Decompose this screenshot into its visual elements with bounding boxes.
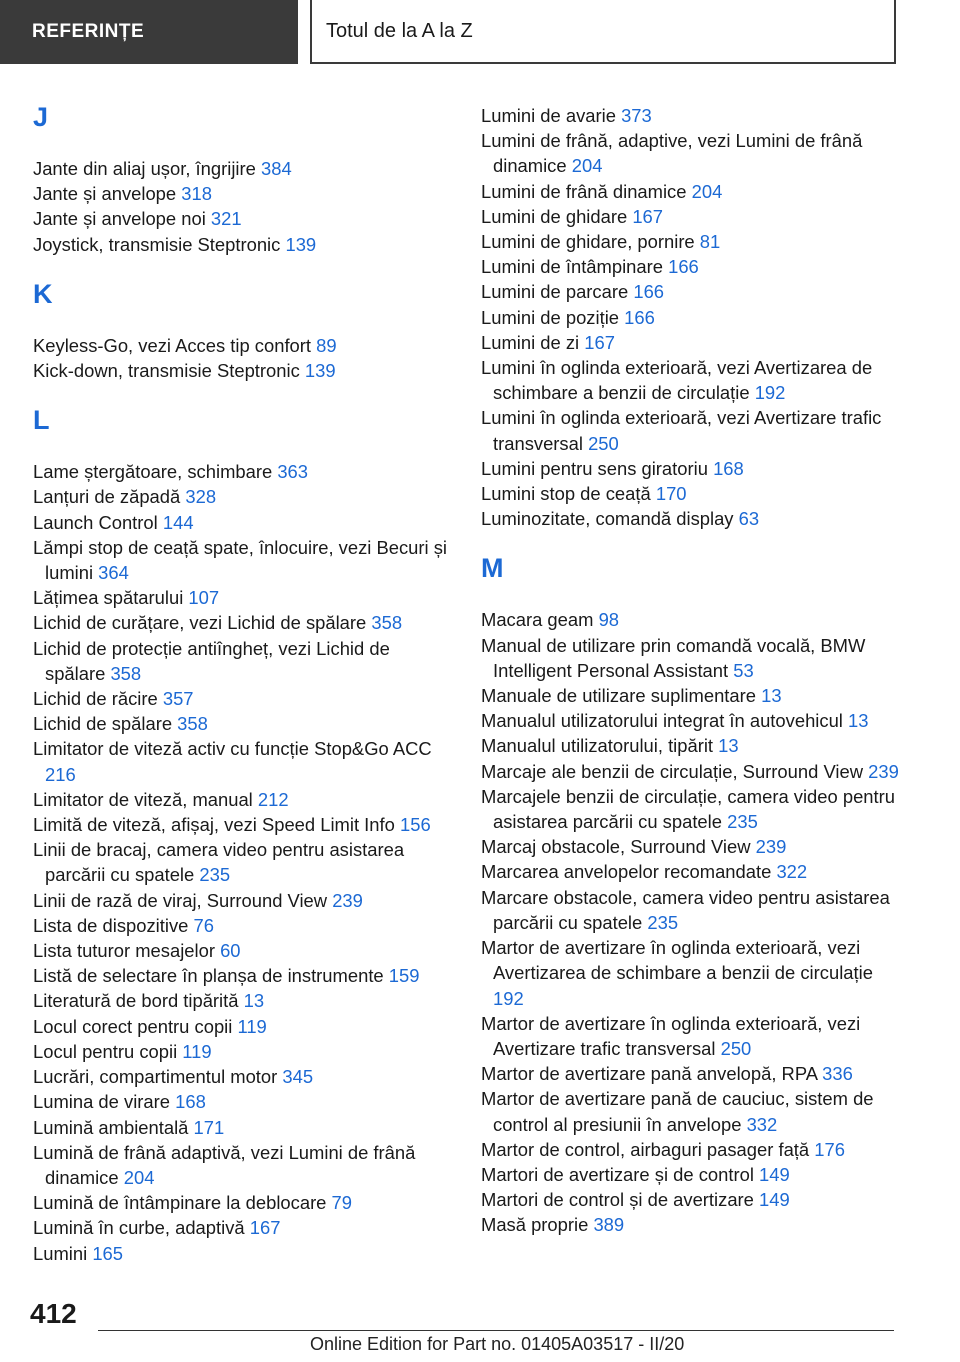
page-link[interactable]: 53	[733, 659, 754, 681]
chapter-title: Totul de la A la Z	[310, 0, 896, 64]
index-entry	[33, 1215, 453, 1240]
entry-text: Lămpi stop de ceață spate, înlocuire, vezi Becuri și lumini	[33, 536, 448, 584]
index-entry	[33, 686, 453, 711]
entry-text: Lățimea spătarului	[33, 587, 184, 609]
entry-text: Lumini de zi	[481, 331, 580, 353]
index-entry	[33, 181, 453, 206]
index-entry	[481, 885, 901, 935]
page-link[interactable]: 13	[718, 735, 739, 757]
entry-text: Linii de bracaj, camera video pentru asistarea parcării cu spatele	[33, 839, 405, 886]
index-entry	[481, 229, 901, 254]
entry-text: Lanțuri de zăpadă	[33, 486, 181, 508]
index-entry	[481, 1061, 901, 1086]
index-group	[481, 607, 901, 1237]
index-entry	[481, 935, 901, 1011]
section-tab: REFERINȚE	[0, 0, 298, 64]
index-entry	[481, 708, 901, 733]
page-link[interactable]: 13	[761, 685, 782, 707]
index-entry	[33, 358, 453, 383]
page-link[interactable]: 165	[92, 1242, 123, 1264]
page-link[interactable]: 149	[759, 1163, 790, 1185]
index-group	[33, 156, 453, 257]
page-link[interactable]: 156	[399, 814, 431, 836]
page-link[interactable]: 63	[738, 508, 760, 530]
page-link[interactable]: 176	[814, 1138, 845, 1160]
page-link[interactable]: 98	[598, 609, 620, 631]
page-link[interactable]: 76	[193, 914, 214, 936]
entry-text: Jante și anvelope noi	[33, 208, 206, 230]
page-link[interactable]: 384	[260, 158, 292, 179]
index-entry	[481, 733, 901, 758]
entry-text: Marcaje ale benzii de circulație, Surround View	[481, 760, 863, 782]
page-link[interactable]: 322	[776, 861, 808, 883]
entry-text: Lucrări, compartimentul motor	[33, 1066, 278, 1088]
index-entry	[33, 1064, 453, 1089]
index-entry	[33, 812, 453, 837]
page-link[interactable]: 235	[199, 864, 231, 886]
index-entry	[33, 1241, 453, 1266]
page-link[interactable]: 89	[316, 334, 337, 356]
entry-text: Lame ștergătoare, schimbare	[33, 461, 273, 483]
index-entry	[481, 179, 901, 204]
entry-text: Limitator de viteză, manual	[33, 788, 253, 810]
entry-text: Martori de avertizare și de control	[481, 1163, 754, 1185]
entry-text: Lumini în oglinda exterioară, vezi Avertizare trafic transversal	[481, 407, 882, 454]
entry-text: Listă de selectare în planșa de instrumente	[33, 965, 384, 987]
entry-text: Keyless-Go, vezi Acces tip confort	[33, 334, 312, 356]
entry-text: Lumini de poziție	[481, 306, 620, 328]
page-link[interactable]: 345	[282, 1066, 314, 1088]
entry-text: Lumini de frână, adaptive, vezi Lumini de frână dinamice	[481, 130, 863, 177]
entry-text: Martor de avertizare pană de cauciuc, sistem de control al presiunii în anvelope	[481, 1088, 874, 1135]
page-link[interactable]: 358	[110, 662, 142, 684]
page-link[interactable]: 168	[713, 457, 744, 479]
entry-text: Lumini	[33, 1242, 88, 1264]
entry-text: Jante și anvelope	[33, 183, 177, 205]
page-link[interactable]: 204	[691, 180, 723, 202]
entry-text: Lumină de întâmpinare la deblocare	[33, 1192, 327, 1214]
entry-text: Martor de avertizare în oglinda exterioară, vezi Avertizare trafic transversal	[481, 1012, 861, 1059]
page-link[interactable]: 239	[868, 760, 899, 782]
index-entry	[33, 711, 453, 736]
entry-text: Manualul utilizatorului, tipărit	[481, 735, 714, 757]
index-entry	[33, 585, 453, 610]
page-link[interactable]: 13	[848, 710, 869, 732]
index-entry	[33, 206, 453, 231]
page-link[interactable]: 107	[188, 587, 220, 609]
page-link[interactable]: 212	[257, 788, 289, 810]
entry-text: Martori de control și de avertizare	[481, 1189, 754, 1211]
page-link[interactable]: 167	[249, 1217, 281, 1239]
entry-text: Manualul utilizatorului integrat în autovehicul	[481, 710, 843, 732]
page-link[interactable]: 60	[220, 940, 241, 962]
page-link[interactable]: 168	[175, 1091, 206, 1113]
index-entry	[33, 1140, 453, 1190]
entry-text: Lumini stop de ceață	[481, 483, 651, 505]
index-letter-heading: M	[481, 553, 504, 584]
index-entry	[33, 1115, 453, 1140]
index-group	[33, 333, 453, 383]
index-entry	[481, 330, 901, 355]
entry-text: Luminozitate, comandă display	[481, 508, 734, 530]
entry-text: Limită de viteză, afișaj, vezi Speed Limit Info	[33, 814, 395, 836]
entry-text: Linii de rază de viraj, Surround View	[33, 889, 328, 911]
index-entry	[481, 481, 901, 506]
index-entry	[33, 938, 453, 963]
index-entry	[481, 834, 901, 859]
page-link[interactable]: 358	[177, 713, 208, 735]
page-link[interactable]: 119	[237, 1015, 267, 1037]
index-entry	[33, 913, 453, 938]
page-link[interactable]: 139	[304, 360, 336, 382]
page-link[interactable]: 216	[45, 763, 76, 785]
page-link[interactable]: 235	[727, 811, 758, 833]
entry-text: Lumini de parcare	[481, 281, 629, 303]
page-link[interactable]: 13	[243, 990, 265, 1012]
index-entry	[481, 254, 901, 279]
page-link[interactable]: 358	[371, 612, 403, 634]
index-entry	[481, 405, 901, 455]
page-link[interactable]: 318	[181, 183, 212, 205]
index-letter-heading: J	[33, 102, 49, 132]
page-link[interactable]: 364	[98, 562, 129, 584]
index-entry	[481, 1187, 901, 1212]
page-link[interactable]: 149	[759, 1189, 790, 1211]
page-link[interactable]: 167	[584, 331, 615, 353]
index-entry	[33, 1190, 453, 1215]
index-entry	[481, 759, 901, 784]
index-entry	[481, 1086, 901, 1136]
index-entry	[481, 784, 901, 834]
index-column-right	[481, 103, 901, 1238]
page-link[interactable]: 166	[633, 281, 665, 303]
entry-text: Lumini pentru sens giratoriu	[481, 457, 708, 479]
entry-text: Marcaj obstacole, Surround View	[481, 836, 751, 858]
index-entry	[33, 610, 453, 635]
index-entry	[481, 1212, 901, 1237]
index-group	[33, 459, 453, 1266]
entry-text: Marcarea anvelopelor recomandate	[481, 861, 772, 883]
index-entry	[481, 607, 901, 632]
index-entry	[481, 456, 901, 481]
page-link[interactable]: 79	[331, 1192, 353, 1214]
entry-text: Lichid de spălare	[33, 713, 173, 735]
page-link[interactable]: 250	[720, 1037, 752, 1059]
page-link[interactable]: 204	[123, 1166, 155, 1188]
index-entry	[33, 837, 453, 887]
entry-text: Lumini de ghidare	[481, 205, 628, 227]
index-entry	[481, 859, 901, 884]
entry-text: Launch Control	[33, 511, 158, 533]
entry-text: Lista de dispozitive	[33, 914, 189, 936]
entry-text: Lumini de frână dinamice	[481, 180, 687, 202]
page-link[interactable]: 363	[277, 461, 309, 483]
index-entry	[33, 1014, 453, 1039]
index-entry	[481, 1162, 901, 1187]
page-link[interactable]: 373	[621, 105, 652, 126]
page-link[interactable]: 192	[754, 382, 786, 404]
page-link[interactable]: 166	[624, 306, 655, 328]
index-entry	[33, 510, 453, 535]
entry-text: Joystick, transmisie Steptronic	[33, 233, 281, 255]
page-link[interactable]: 336	[822, 1063, 853, 1085]
index-entry	[481, 1137, 901, 1162]
index-entry	[33, 736, 453, 786]
index-entry	[33, 232, 453, 257]
index-entry	[33, 636, 453, 686]
page-link[interactable]: 239	[755, 836, 787, 858]
entry-text: Lumină în curbe, adaptivă	[33, 1217, 245, 1239]
page-link[interactable]: 192	[493, 987, 524, 1009]
entry-text: Lumini de avarie	[481, 105, 616, 126]
index-entry	[33, 484, 453, 509]
entry-text: Locul corect pentru copii	[33, 1015, 233, 1037]
entry-text: Martor de avertizare în oglinda exterioară, vezi Avertizarea de schimbare a benzii de circulație	[481, 937, 873, 984]
page-link[interactable]: 204	[571, 155, 603, 177]
index-entry	[481, 279, 901, 304]
page-link[interactable]: 239	[332, 889, 363, 911]
entry-text: Lumini în oglinda exterioară, vezi Avertizarea de schimbare a benzii de circulație	[481, 357, 873, 404]
index-entry	[33, 1039, 453, 1064]
entry-text: Lumini de ghidare, pornire	[481, 231, 695, 253]
page-link[interactable]: 328	[185, 486, 217, 508]
entry-text: Jante din aliaj ușor, îngrijire	[33, 158, 256, 179]
entry-text: Lumina de virare	[33, 1091, 170, 1113]
page-link[interactable]: 170	[655, 483, 687, 505]
index-letter-heading: K	[33, 278, 53, 309]
index-entry	[33, 333, 453, 358]
page-header	[0, 0, 960, 66]
page-link[interactable]: 139	[285, 233, 317, 255]
page-link[interactable]: 166	[668, 256, 699, 278]
entry-text: Lichid de curățare, vezi Lichid de spălare	[33, 612, 367, 634]
page-link[interactable]: 250	[588, 432, 619, 454]
entry-text: Masă proprie	[481, 1214, 589, 1236]
edition-text: Online Edition for Part no. 01405A03517 - II/20	[310, 1334, 685, 1354]
page-link[interactable]: 332	[746, 1113, 778, 1135]
footer-divider	[98, 1330, 894, 1331]
page-link[interactable]: 81	[699, 231, 721, 253]
page-link[interactable]: 171	[193, 1116, 225, 1138]
entry-text: Marcare obstacole, camera video pentru asistarea parcării cu spatele	[481, 886, 890, 933]
page-link[interactable]: 321	[210, 208, 242, 230]
index-entry	[33, 535, 453, 585]
index-entry	[481, 204, 901, 229]
index-column-left	[33, 94, 453, 1266]
index-entry	[481, 355, 901, 405]
page-link[interactable]: 167	[632, 205, 664, 227]
entry-text: Martor de avertizare pană anvelopă, RPA	[481, 1063, 817, 1085]
page-link[interactable]: 235	[647, 911, 679, 933]
page-link[interactable]: 144	[162, 511, 194, 533]
entry-text: Lumină ambientală	[33, 1116, 189, 1138]
index-entry	[481, 633, 901, 683]
entry-text: Manuale de utilizare suplimentare	[481, 685, 756, 707]
entry-text: Kick-down, transmisie Steptronic	[33, 360, 300, 382]
index-entry	[33, 1089, 453, 1114]
index-letter-heading: L	[33, 405, 50, 436]
entry-text: Locul pentru copii	[33, 1040, 178, 1062]
index-entry	[33, 156, 453, 181]
index-entry	[33, 787, 453, 812]
page-link[interactable]: 119	[182, 1040, 212, 1062]
index-entry	[33, 963, 453, 988]
index-entry	[481, 683, 901, 708]
entry-text: Literatură de bord tipărită	[33, 990, 239, 1012]
index-group	[481, 103, 901, 531]
page-link[interactable]: 159	[388, 965, 420, 987]
entry-text: Lumini de întâmpinare	[481, 256, 663, 278]
page-number: 412	[30, 1298, 77, 1329]
index-entry	[481, 103, 901, 128]
page-link[interactable]: 357	[162, 688, 194, 710]
entry-text: Macara geam	[481, 609, 594, 631]
entry-text: Manual de utilizare prin comandă vocală, BMW Intelligent Personal Assistant	[481, 634, 866, 681]
entry-text: Lichid de protecție antiîngheț, vezi Lichid de spălare	[33, 637, 390, 684]
entry-text: Marcajele benzii de circulație, camera video pentru asistarea parcării cu spatele	[481, 785, 895, 833]
index-entry	[33, 888, 453, 913]
entry-text: Lichid de răcire	[33, 688, 158, 710]
index-entry	[481, 305, 901, 330]
index-entry	[481, 128, 901, 178]
index-entry	[481, 1011, 901, 1061]
entry-text: Lumină de frână adaptivă, vezi Lumini de frână dinamice	[33, 1141, 416, 1188]
index-entry	[33, 459, 453, 484]
entry-text: Martor de control, airbaguri pasager față	[481, 1138, 810, 1160]
entry-text: Lista tuturor mesajelor	[33, 940, 215, 962]
index-entry	[481, 506, 901, 531]
index-entry	[33, 988, 453, 1013]
entry-text: Limitator de viteză activ cu funcție Stop&Go ACC	[33, 738, 432, 760]
page-link[interactable]: 389	[593, 1214, 625, 1236]
